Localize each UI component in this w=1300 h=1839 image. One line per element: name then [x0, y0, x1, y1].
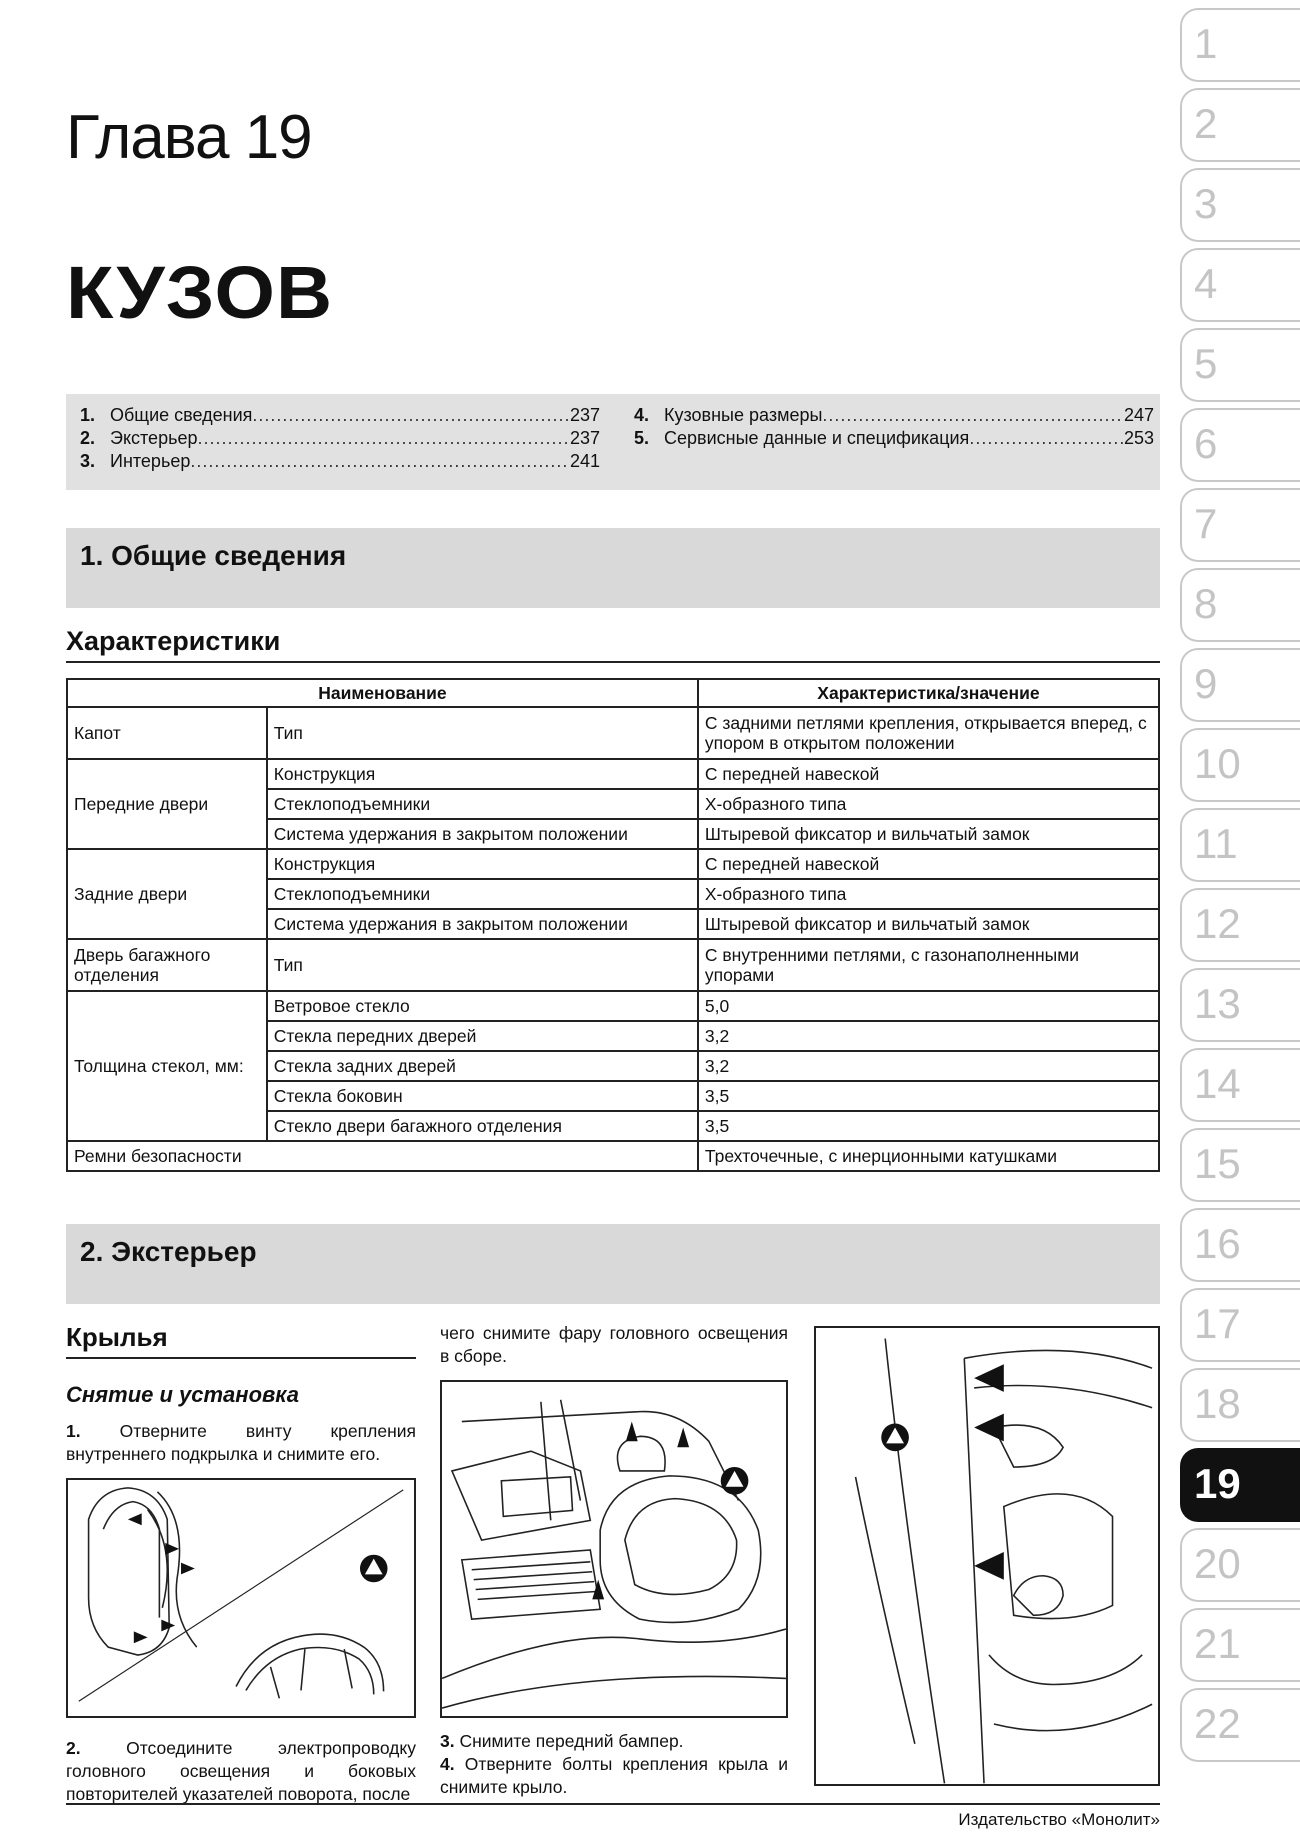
step-number: 4. — [440, 1754, 455, 1774]
table-header-name: Наименование — [67, 679, 698, 707]
chapter-tab[interactable]: 13 — [1180, 968, 1300, 1042]
table-value-cell: Х-образного типа — [698, 789, 1159, 819]
chapter-tab[interactable]: 21 — [1180, 1608, 1300, 1682]
footer-rule — [66, 1803, 1160, 1805]
chapter-tab[interactable]: 6 — [1180, 408, 1300, 482]
step-number: 2. — [66, 1738, 81, 1758]
contents-item-title: Интерьер — [110, 451, 191, 471]
table-name-cell: Система удержания в закрытом положении — [267, 819, 698, 849]
table-group-cell: Ремни безопасности — [67, 1141, 698, 1171]
contents-item-page: 237 — [569, 428, 600, 448]
step-1-text — [66, 1420, 416, 1466]
chapter-tab[interactable]: 11 — [1180, 808, 1300, 882]
contents-item-page: 237 — [569, 405, 600, 425]
chapter-tab[interactable]: 14 — [1180, 1048, 1300, 1122]
table-value-cell: 3,5 — [698, 1111, 1159, 1141]
table-group-cell: Капот — [67, 707, 267, 759]
chapter-tab[interactable]: 5 — [1180, 328, 1300, 402]
table-row — [67, 849, 1159, 879]
contents-item[interactable] — [80, 427, 600, 450]
contents-item-number: 2. — [80, 428, 96, 448]
table-value-cell: 5,0 — [698, 991, 1159, 1021]
table-value-cell: Трехточечные, с инерционными катушками — [698, 1141, 1159, 1171]
step-2-text — [66, 1737, 416, 1806]
contents-leader-dots — [822, 404, 1124, 427]
table-value-cell: С передней навеской — [698, 759, 1159, 789]
table-row — [67, 759, 1159, 789]
table-group-cell: Передние двери — [67, 759, 267, 849]
chapter-tab[interactable]: 20 — [1180, 1528, 1300, 1602]
contents-leader-dots — [969, 427, 1124, 450]
step-2-continuation: чего снимите фару головного освещения в сборе. — [440, 1323, 788, 1366]
chapter-tab[interactable]: 8 — [1180, 568, 1300, 642]
table-value-cell: С передней навеской — [698, 849, 1159, 879]
table-name-cell: Стекла передних дверей — [267, 1021, 698, 1051]
table-header-row — [67, 679, 1159, 707]
contents-leader-dots — [252, 404, 570, 427]
table-name-cell: Конструкция — [267, 849, 698, 879]
table-row — [67, 991, 1159, 1021]
contents-item-number: 1. — [80, 405, 96, 425]
contents-item-page: 241 — [569, 451, 600, 471]
table-row — [67, 939, 1159, 991]
chapter-tab[interactable]: 4 — [1180, 248, 1300, 322]
contents-item-page: 247 — [1123, 405, 1154, 425]
table-name-cell: Тип — [267, 939, 698, 991]
section-heading-general: 1. Общие сведения — [66, 528, 1160, 608]
chapter-tab[interactable]: 3 — [1180, 168, 1300, 242]
chapter-tab[interactable]: 2 — [1180, 88, 1300, 162]
contents-item[interactable] — [634, 404, 1154, 427]
table-name-cell: Стеклоподъемники — [267, 789, 698, 819]
contents-item-title: Общие сведения — [110, 405, 253, 425]
table-value-cell: Штыревой фиксатор и вильчатый замок — [698, 819, 1159, 849]
figure-wheel-arch-liner — [66, 1478, 416, 1718]
table-name-cell: Стеклоподъемники — [267, 879, 698, 909]
contents-column-right — [634, 404, 1154, 480]
table-value-cell: Штыревой фиксатор и вильчатый замок — [698, 909, 1159, 939]
table-row — [67, 707, 1159, 759]
table-name-cell: Стекло двери багажного отделения — [267, 1111, 698, 1141]
contents-item-number: 3. — [80, 451, 96, 471]
section-heading-exterior: 2. Экстерьер — [66, 1224, 1160, 1304]
table-value-cell: 3,2 — [698, 1021, 1159, 1051]
step-3-text — [440, 1730, 788, 1753]
contents-item-number: 5. — [634, 428, 650, 448]
chapter-tab[interactable]: 1 — [1180, 8, 1300, 82]
contents-column-left — [80, 404, 600, 480]
contents-leader-dots — [190, 450, 570, 473]
table-name-cell: Система удержания в закрытом положении — [267, 909, 698, 939]
step-text: Отверните болты крепления крыла и снимите крыло. — [440, 1754, 788, 1797]
heading-wings: Крылья — [66, 1322, 416, 1359]
table-name-cell: Тип — [267, 707, 698, 759]
contents-item[interactable] — [80, 404, 600, 427]
step-number: 3. — [440, 1731, 455, 1751]
step-4-text — [440, 1753, 788, 1799]
step-text: Отсоедините электропроводку головного освещения и боковых повторителей указателей поворота, после — [66, 1738, 416, 1804]
chapter-tab[interactable]: 7 — [1180, 488, 1300, 562]
table-value-cell: 3,2 — [698, 1051, 1159, 1081]
chapter-contents — [66, 394, 1160, 490]
table-value-cell: 3,5 — [698, 1081, 1159, 1111]
contents-item-title: Сервисные данные и спецификация — [664, 428, 970, 448]
table-group-cell: Толщина стекол, мм: — [67, 991, 267, 1141]
chapter-title: КУЗОВ — [66, 251, 334, 334]
chapter-tab[interactable]: 12 — [1180, 888, 1300, 962]
table-name-cell: Ветровое стекло — [267, 991, 698, 1021]
table-value-cell: С задними петлями крепления, открывается вперед, с упором в открытом положении — [698, 707, 1159, 759]
chapter-tab[interactable]: 10 — [1180, 728, 1300, 802]
table-group-cell: Дверь багажного отделения — [67, 939, 267, 991]
table-value-cell: С внутренними петлями, с газонаполненными упорами — [698, 939, 1159, 991]
contents-leader-dots — [197, 427, 569, 450]
table-row — [67, 1141, 1159, 1171]
wheel-arch-liner-illustration — [68, 1480, 414, 1716]
table-group-cell: Задние двери — [67, 849, 267, 939]
chapter-tab[interactable]: 16 — [1180, 1208, 1300, 1282]
headlight-removal-illustration — [442, 1382, 786, 1716]
specifications-table — [66, 678, 1160, 1172]
step-text: Снимите передний бампер. — [459, 1731, 684, 1751]
table-name-cell: Стекла боковин — [267, 1081, 698, 1111]
step-number: 1. — [66, 1421, 81, 1441]
contents-item[interactable] — [634, 427, 1154, 450]
chapter-label: Глава 19 — [66, 103, 312, 172]
heading-removal-installation: Снятие и установка — [66, 1382, 299, 1407]
subsection-heading-characteristics: Характеристики — [66, 626, 1160, 663]
chapter-tab[interactable]: 9 — [1180, 648, 1300, 722]
step-text: Отверните винту крепления внутреннего подкрылка и снимите его. — [66, 1421, 416, 1464]
contents-item[interactable] — [80, 450, 600, 473]
table-value-cell: Х-образного типа — [698, 879, 1159, 909]
chapter-tab[interactable]: 22 — [1180, 1688, 1300, 1762]
contents-item-title: Экстерьер — [110, 428, 198, 448]
chapter-tab[interactable]: 15 — [1180, 1128, 1300, 1202]
table-name-cell: Стекла задних дверей — [267, 1051, 698, 1081]
chapter-tab[interactable]: 17 — [1180, 1288, 1300, 1362]
figure-headlight-removal — [440, 1380, 788, 1718]
figure-fender-bolts — [814, 1326, 1160, 1786]
contents-item-title: Кузовные размеры — [664, 405, 823, 425]
fender-bolts-illustration — [816, 1328, 1158, 1784]
chapter-tab[interactable]: 18 — [1180, 1368, 1300, 1442]
publisher-footer: Издательство «Монолит» — [958, 1810, 1160, 1829]
table-header-value: Характеристика/значение — [698, 679, 1159, 707]
contents-item-number: 4. — [634, 405, 650, 425]
contents-item-page: 253 — [1123, 428, 1154, 448]
chapter-tab-active[interactable]: 19 — [1180, 1448, 1300, 1522]
table-name-cell: Конструкция — [267, 759, 698, 789]
